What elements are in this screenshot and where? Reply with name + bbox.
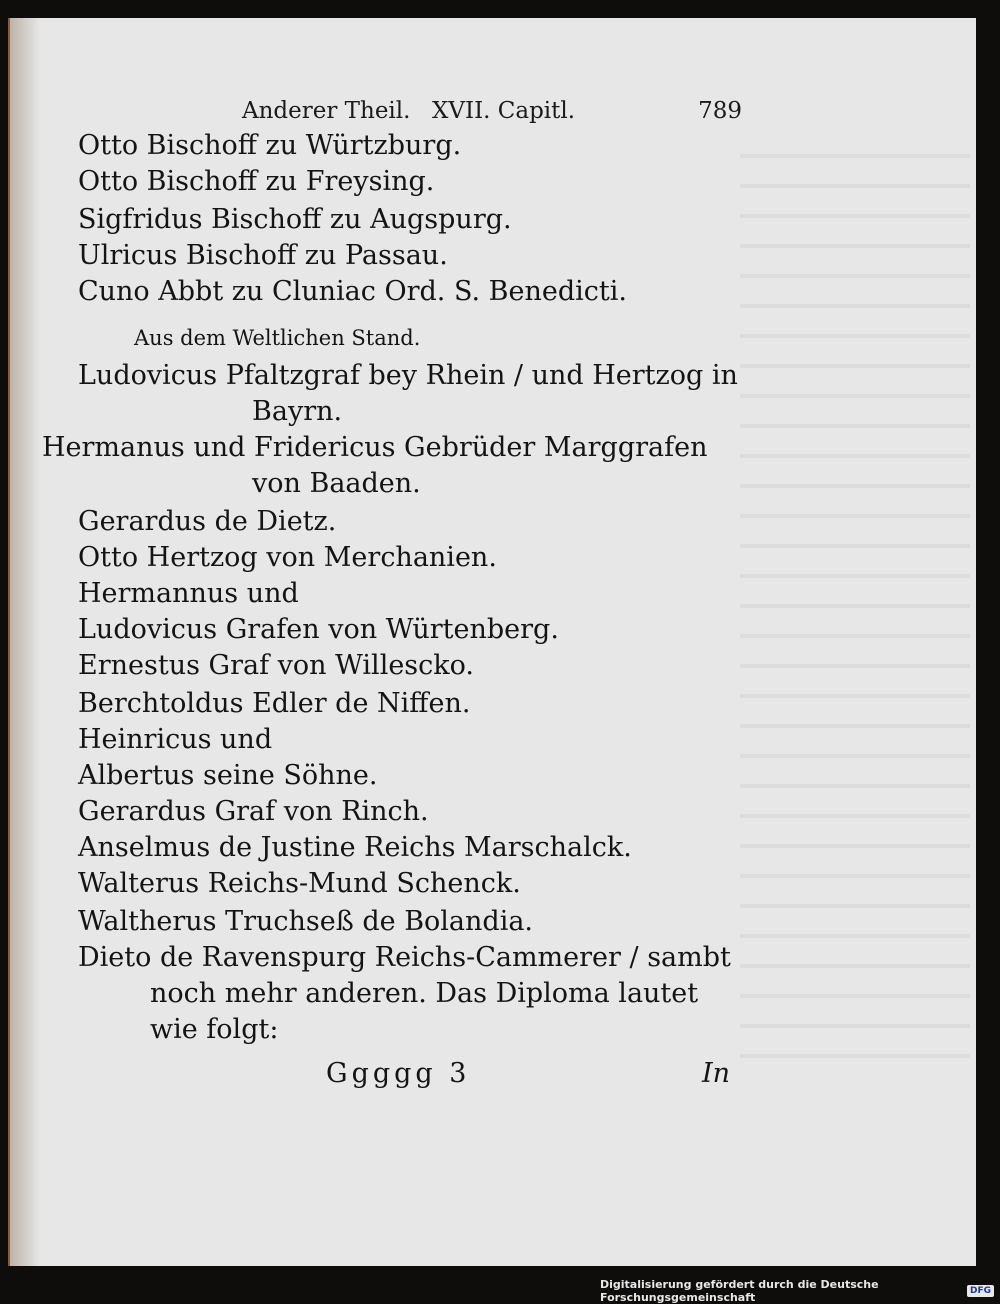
text-line: Bayrn. [252,396,343,427]
running-title: Anderer Theil. [242,98,411,124]
text-line: Sigfridus Bischoff zu Augspurg. [78,204,512,235]
text-line: Otto Hertzog von Merchanien. [78,542,497,573]
text-line: Berchtoldus Edler de Niffen. [78,688,471,719]
text-line: von Baaden. [252,468,421,499]
catchword: In [702,1058,731,1089]
section-heading: Aus dem Weltlichen Stand. [134,326,421,350]
text-line: Gerardus Graf von Rinch. [78,796,429,827]
text-line: Ludovicus Pfaltzgraf bey Rhein / und Hertzog in [78,360,738,391]
page-header [242,98,742,134]
text-line: Cuno Abbt zu Cluniac Ord. S. Benedicti. [78,276,627,307]
text-line: Ludovicus Grafen von Würtenberg. [78,614,559,645]
text-line: Anselmus de Justine Reichs Marschalck. [78,832,632,863]
text-line: Otto Bischoff zu Freysing. [78,166,435,197]
credit-text: Digitalisierung gefördert durch die Deutsche Forschungsgemeinschaft [600,1278,879,1304]
dfg-logo-icon: DFG [967,1285,994,1297]
text-line: noch mehr anderen. Das Diploma lautet [150,978,699,1009]
text-line: wie folgt: [150,1014,279,1045]
page-footer [10,1058,976,1098]
text-line: Ulricus Bischoff zu Passau. [78,240,448,271]
book-page [8,18,976,1266]
text-line: Ernestus Graf von Willescko. [78,650,475,681]
text-line: Dieto de Ravenspurg Reichs-Cammerer / sambt [78,942,731,973]
bleed-through-text [740,128,970,1068]
text-line: Albertus seine Söhne. [78,760,378,791]
text-line: Walterus Reichs-Mund Schenck. [78,868,521,899]
text-line: Waltherus Truchseß de Bolandia. [78,906,534,937]
page-number: 789 [698,98,742,124]
chapter-title: XVII. Capitl. [432,98,576,124]
text-line: Heinricus und [78,724,273,755]
text-line: Hermanus und Fridericus Gebrüder Marggrafen [42,432,708,463]
text-line: Otto Bischoff zu Würtzburg. [78,130,462,161]
text-line: Hermannus und [78,578,299,609]
signature-mark: Ggggg 3 [326,1058,471,1089]
text-line: Gerardus de Dietz. [78,506,337,537]
digitization-credit [600,1278,994,1304]
